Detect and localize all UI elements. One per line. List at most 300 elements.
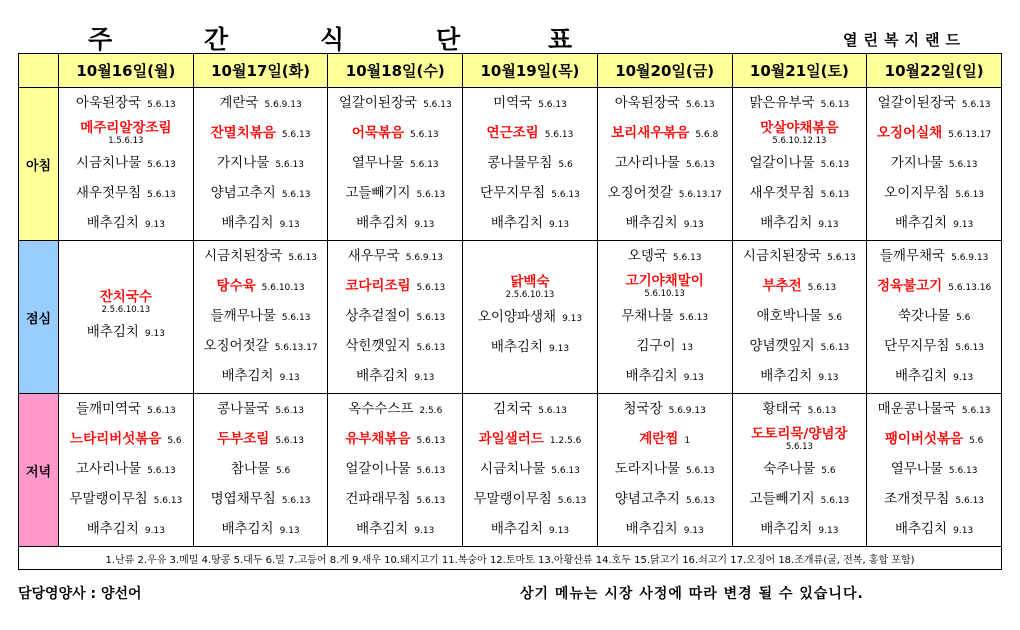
menu-item: [598, 394, 732, 424]
title-char: 주: [88, 25, 113, 54]
dish-name: 오징어젓갈: [607, 185, 673, 201]
menu-item: [733, 454, 867, 484]
allergen-codes: 5.6.13: [416, 313, 446, 323]
dish-name: 배추김치: [760, 215, 813, 231]
dish-name: 정육불고기: [877, 278, 943, 294]
allergen-codes: 9.13: [953, 220, 974, 230]
menu-cell-items: [463, 88, 597, 238]
dish-name: 열무나물: [890, 461, 943, 477]
dish-name: 시금치나물: [480, 461, 546, 477]
menu-cell-items: [598, 88, 732, 238]
dish-name: 맛살야채볶음: [760, 120, 839, 136]
dish-name: 단무지무침: [884, 338, 950, 354]
menu-item: [328, 118, 462, 148]
menu-item: [59, 424, 193, 454]
day-header: 10월20일(금): [597, 54, 732, 88]
menu-item: [463, 118, 597, 148]
dish-name: 어묵볶음: [351, 125, 405, 141]
allergen-codes: 9.13: [144, 526, 165, 536]
menu-item: [598, 208, 732, 238]
menu-item: [598, 424, 732, 454]
allergen-codes: 5.6.13: [147, 466, 176, 476]
allergen-codes: 5.6.13: [410, 160, 439, 170]
allergen-codes: 5.6.13: [685, 466, 715, 476]
allergen-codes: 5.6: [956, 313, 971, 323]
menu-item: [328, 394, 462, 424]
menu-item: [194, 241, 328, 271]
allergen-codes: 5.6.10.13: [644, 289, 685, 299]
dish-name: 들깨무채국: [879, 248, 946, 264]
dish-name: 배추김치: [221, 368, 274, 384]
menu-item: [194, 394, 328, 424]
allergen-codes: 9.13: [818, 373, 839, 383]
dish-name: 배추김치: [490, 521, 544, 537]
menu-item: [328, 514, 462, 544]
allergen-codes: 9.13: [683, 373, 704, 383]
allergen-codes: 9.13: [279, 526, 300, 536]
menu-cell: [463, 88, 598, 241]
day-header: 10월18일(수): [328, 54, 463, 88]
weekly-menu-table: [18, 53, 1002, 570]
allergen-codes: 1: [684, 436, 691, 446]
allergen-codes: 1.5.6.13: [108, 136, 144, 146]
dish-name: 얼갈이나물: [749, 155, 815, 171]
allergen-codes: 5.6.13: [423, 100, 452, 110]
menu-item: [463, 208, 597, 238]
dish-name: 배추김치: [760, 521, 813, 537]
dish-name: 배추김치: [625, 368, 678, 384]
day-header: 10월21일(토): [732, 54, 867, 88]
menu-item: [328, 331, 462, 361]
dish-name: 새우무국: [347, 248, 400, 264]
allergen-codes: 5.6.13: [281, 190, 311, 200]
corner-cell: [19, 54, 59, 88]
menu-item: [328, 241, 462, 271]
menu-cell-items: [867, 88, 1001, 238]
menu-cell: [463, 394, 598, 547]
menu-item: [733, 241, 867, 271]
menu-item: [867, 394, 1001, 424]
menu-item: [733, 208, 867, 238]
menu-item: [328, 208, 462, 238]
allergen-codes: 5.6: [969, 436, 984, 446]
allergen-codes: 5.6.9.13: [405, 253, 443, 263]
allergen-codes: 5.6.9.13: [668, 406, 706, 416]
dish-name: 코다리조림: [345, 278, 411, 294]
dish-name: 단무지무침: [480, 185, 546, 201]
menu-item: [598, 454, 732, 484]
dish-name: 시금치나물: [75, 155, 142, 171]
menu-cell: [59, 88, 194, 241]
title-char: 식: [320, 25, 345, 54]
menu-item: [463, 302, 597, 332]
menu-item: [194, 118, 328, 148]
menu-item: [59, 484, 193, 514]
menu-item: [328, 178, 462, 208]
allergen-codes: 5.6.13: [538, 100, 567, 110]
organization-name: 열린복지랜드: [843, 31, 966, 49]
dish-name: 들깨무나물: [210, 308, 276, 324]
menu-item: [59, 514, 193, 544]
menu-item: [733, 514, 867, 544]
menu-cell: [328, 241, 463, 394]
dish-name: 느타리버섯볶음: [70, 431, 162, 447]
menu-item: [194, 514, 328, 544]
menu-item: [733, 271, 867, 301]
menu-change-notice: 상기 메뉴는 시장 사정에 따라 변경 될 수 있습니다.: [520, 586, 864, 602]
allergen-codes: 5.6.13: [147, 100, 176, 110]
menu-item: [59, 208, 193, 238]
day-header-row: [19, 54, 1002, 88]
allergen-codes: 5.6.13: [416, 496, 446, 506]
menu-cell: [193, 241, 328, 394]
dish-name: 청국장: [623, 401, 663, 417]
allergen-codes: 5.6.13: [416, 283, 446, 293]
dish-name: 시금치된장국: [742, 248, 822, 264]
menu-item: [867, 148, 1001, 178]
dish-name: 배추김치: [221, 521, 274, 537]
dish-name: 오뎅국: [627, 248, 667, 264]
allergen-codes: 5.6.13: [410, 130, 439, 140]
allergen-codes: 5.6.13: [147, 406, 176, 416]
menu-item: [733, 361, 867, 391]
allergen-codes: 9.13: [549, 526, 570, 536]
dish-name: 배추김치: [625, 215, 678, 231]
allergen-codes: 5.6.13: [685, 100, 715, 110]
menu-item: [463, 484, 597, 514]
allergen-codes: 5.6.13: [557, 496, 587, 506]
menu-cell-items: [59, 88, 193, 238]
dish-name: 매운콩나물국: [877, 401, 956, 417]
menu-item: [867, 178, 1001, 208]
dish-name: 보리새우볶음: [611, 125, 690, 141]
menu-item: [328, 454, 462, 484]
dish-name: 무채나물: [621, 308, 674, 324]
menu-cell-items: [194, 88, 328, 238]
menu-item: [194, 331, 328, 361]
dish-name: 시금치된장국: [204, 248, 283, 264]
menu-item: [598, 331, 732, 361]
menu-cell-items: [598, 394, 732, 544]
dish-name: 양념깻잎지: [749, 338, 815, 354]
menu-item: [733, 148, 867, 178]
menu-item: [194, 178, 328, 208]
menu-item: [194, 148, 328, 178]
menu-item: [194, 88, 328, 118]
menu-item: [867, 454, 1001, 484]
allergen-codes: 5.6.13: [820, 100, 850, 110]
menu-item: [598, 178, 732, 208]
menu-item: [194, 424, 328, 454]
allergen-codes: 9.13: [549, 220, 570, 230]
allergen-codes: 5.6.13: [961, 100, 991, 110]
menu-item: [328, 301, 462, 331]
menu-cell: [867, 394, 1002, 547]
allergen-codes: 5.6.13: [961, 406, 991, 416]
allergen-codes: 13: [681, 343, 693, 353]
menu-item: [733, 394, 867, 424]
menu-item: [733, 118, 867, 148]
dish-name: 삭힌깻잎지: [345, 338, 411, 354]
allergen-codes: 5.6.13: [820, 160, 850, 170]
allergen-codes: 5.6.13: [955, 343, 985, 353]
menu-item: [733, 178, 867, 208]
allergen-codes: 5.6.13: [275, 406, 304, 416]
menu-cell-items: [598, 241, 732, 391]
menu-item: [733, 301, 867, 331]
allergen-codes: 5.6.13: [685, 496, 715, 506]
menu-cell-items: [733, 88, 867, 238]
dish-name: 유부채볶음: [345, 431, 411, 447]
allergen-codes: 5.6.13: [820, 190, 850, 200]
menu-cell-items: [194, 394, 328, 544]
meal-row: [19, 241, 1002, 394]
allergen-codes: 9.13: [414, 526, 435, 536]
dish-name: 얼갈이나물: [345, 461, 411, 477]
menu-item: [867, 118, 1001, 148]
menu-item: [59, 178, 193, 208]
dish-name: 연근조림: [486, 125, 539, 141]
menu-item: [867, 241, 1001, 271]
menu-item: [194, 484, 328, 514]
menu-item: [598, 484, 732, 514]
allergen-codes: 9.13: [144, 329, 165, 339]
menu-cell: [597, 394, 732, 547]
menu-cell: [732, 394, 867, 547]
menu-item: [598, 514, 732, 544]
allergen-codes: 5.6: [558, 160, 573, 170]
menu-item: [867, 88, 1001, 118]
menu-cell: [193, 394, 328, 547]
allergen-codes: 5.6.13: [153, 496, 183, 506]
menu-item: [867, 361, 1001, 391]
allergen-codes: 5.6.13: [275, 160, 304, 170]
menu-item: [867, 208, 1001, 238]
menu-item: [463, 394, 597, 424]
dish-name: 상추겉절이: [345, 308, 411, 324]
dish-name: 배추김치: [895, 368, 948, 384]
dish-name: 건파래무침: [345, 491, 411, 507]
menu-cell-items: [733, 394, 867, 544]
allergen-codes: 9.13: [953, 526, 974, 536]
meal-label: 점심: [19, 241, 59, 394]
dish-name: 배추김치: [86, 215, 139, 231]
dish-name: 잔치국수: [99, 289, 152, 305]
allergen-codes: 5.6.13: [807, 406, 837, 416]
menu-item: [194, 208, 328, 238]
dish-name: 오이지무침: [884, 185, 950, 201]
allergen-codes: 5.6.13: [281, 130, 311, 140]
allergen-codes: 5.6.13: [551, 466, 580, 476]
menu-item: [733, 88, 867, 118]
menu-item: [598, 148, 732, 178]
menu-cell: [867, 241, 1002, 394]
allergen-codes: 5.6.9.13: [264, 100, 302, 110]
dish-name: 숙주나물: [763, 461, 816, 477]
allergen-codes: 5.6.13: [685, 160, 715, 170]
dish-name: 고들빼기지: [749, 491, 815, 507]
allergen-codes: 5.6.13: [416, 343, 446, 353]
allergen-codes: 5.6.8: [695, 130, 719, 140]
allergen-codes: 5.6.13: [679, 313, 709, 323]
allergen-codes: 5.6.13: [288, 253, 317, 263]
menu-cell-items: [463, 394, 597, 544]
menu-item: [867, 331, 1001, 361]
day-header: 10월19일(목): [463, 54, 598, 88]
menu-item: [867, 514, 1001, 544]
dish-name: 양념고추지: [210, 185, 276, 201]
dish-name: 고기야채말이: [625, 273, 704, 289]
allergen-codes: 5.6: [827, 313, 843, 323]
menu-cell: [59, 241, 194, 394]
dish-name: 배추김치: [895, 215, 948, 231]
title-char: 간: [204, 25, 229, 54]
allergen-legend: 1.난류 2.우유 3.메밀 4.땅콩 5.대두 6.밀 7.고등어 8.게 9.새우 10.돼지고기 11.복숭아 12.토마토 13.아황산류 14.호두 15.닭고기 16.쇠고기 17.오징어 18.조개류(굴, 전복, 홍합 포함): [19, 547, 1002, 570]
allergen-codes: 5.6.13: [275, 436, 304, 446]
dish-name: 무말랭이무침: [69, 491, 148, 507]
allergen-codes: 5.6.13: [416, 466, 446, 476]
allergen-codes: 2.5.6.10.13: [101, 305, 151, 315]
allergen-codes: 5.6.13: [785, 442, 813, 452]
allergen-codes: 9.13: [683, 220, 704, 230]
menu-item: [59, 118, 193, 148]
menu-cell-items: [463, 241, 597, 393]
allergen-codes: 9.13: [414, 220, 435, 230]
menu-cell-items: [328, 241, 462, 391]
dish-name: 새우젓무침: [75, 185, 142, 201]
allergen-codes: 5.6.13: [827, 253, 856, 263]
allergen-codes: 5.6.13.16: [948, 283, 992, 293]
menu-cell: [59, 394, 194, 547]
menu-item: [598, 118, 732, 148]
menu-item: [598, 301, 732, 331]
menu-cell: [463, 241, 598, 394]
dish-name: 잔멸치볶음: [210, 125, 276, 141]
dish-name: 계란찜: [639, 431, 679, 447]
dish-name: 쑥갓나물: [897, 308, 951, 324]
allergen-codes: 9.13: [562, 314, 583, 324]
dish-name: 고사리나물: [614, 155, 680, 171]
dish-name: 배추김치: [760, 368, 813, 384]
dish-name: 가지나물: [217, 155, 270, 171]
menu-item: [59, 287, 193, 317]
dish-name: 배추김치: [86, 521, 139, 537]
dish-name: 배추김치: [356, 521, 409, 537]
allergen-codes: 2.5.6.10.13: [505, 290, 555, 300]
menu-item: [867, 301, 1001, 331]
dish-name: 배추김치: [356, 368, 409, 384]
menu-item: [59, 148, 193, 178]
allergen-codes: 5.6.13: [820, 343, 850, 353]
dish-name: 고들빼기지: [345, 185, 411, 201]
menu-item: [463, 148, 597, 178]
dish-name: 배추김치: [625, 521, 678, 537]
menu-cell: [867, 88, 1002, 241]
dish-name: 오징어젓갈: [203, 338, 269, 354]
allergen-codes: 5.6: [821, 466, 836, 476]
dish-name: 부추전: [762, 278, 802, 294]
menu-cell: [597, 241, 732, 394]
menu-cell-items: [328, 88, 462, 238]
dish-name: 도라지나물: [614, 461, 680, 477]
menu-item: [867, 271, 1001, 301]
menu-cell: [732, 241, 867, 394]
menu-item: [59, 317, 193, 347]
allergen-codes: 5.6.13: [807, 283, 837, 293]
menu-item: [59, 454, 193, 484]
allergen-codes: 5.6.13: [147, 190, 176, 200]
allergen-codes: 9.13: [144, 220, 165, 230]
allergen-codes: 9.13: [818, 526, 839, 536]
menu-item: [328, 88, 462, 118]
dish-name: 도토리묵/양념장: [751, 426, 848, 442]
dish-name: 양념고추지: [614, 491, 680, 507]
menu-item: [194, 361, 328, 391]
allergen-codes: 5.6.13: [955, 190, 985, 200]
allergen-codes: 5.6.13: [281, 313, 311, 323]
menu-cell: [328, 394, 463, 547]
allergen-codes: 9.13: [953, 373, 974, 383]
dish-name: 참나물: [230, 461, 270, 477]
dish-name: 조개젓무침: [884, 491, 950, 507]
meal-row: [19, 88, 1002, 241]
menu-item: [733, 424, 867, 454]
menu-item: [463, 454, 597, 484]
title-row: [0, 0, 1020, 52]
menu-cell-items: [867, 394, 1001, 544]
dish-name: 얼갈이된장국: [877, 95, 956, 111]
allergen-codes: 5.6.13: [948, 160, 978, 170]
dish-name: 두부조림: [217, 431, 270, 447]
menu-item: [598, 361, 732, 391]
dish-name: 새우젓무침: [749, 185, 815, 201]
allergen-codes: 5.6.13: [820, 496, 850, 506]
menu-item: [59, 88, 193, 118]
dish-name: 고사리나물: [75, 461, 142, 477]
dish-name: 황태국: [762, 401, 802, 417]
dish-name: 배추김치: [490, 215, 544, 231]
menu-item: [328, 484, 462, 514]
dish-name: 계란국: [219, 95, 259, 111]
menu-item: [463, 88, 597, 118]
allergen-codes: 5.6.13.17: [678, 190, 722, 200]
dish-name: 콩나물국: [217, 401, 270, 417]
menu-cell-items: [194, 241, 328, 391]
menu-item: [328, 424, 462, 454]
dish-name: 명엽채무침: [210, 491, 276, 507]
menu-item: [463, 178, 597, 208]
allergen-codes: 5.6: [275, 466, 291, 476]
menu-item: [194, 301, 328, 331]
menu-item: [328, 148, 462, 178]
dietitian-name: 담당영양사 : 양선어: [18, 586, 142, 602]
menu-cell: [732, 88, 867, 241]
dish-name: 들깨미역국: [75, 401, 142, 417]
allergen-codes: 9.13: [414, 373, 435, 383]
dish-name: 맑은유부국: [749, 95, 815, 111]
menu-item: [867, 484, 1001, 514]
dish-name: 김구이: [636, 338, 676, 354]
dish-name: 과일샐러드: [478, 431, 544, 447]
allergen-codes: 5.6.13: [672, 253, 702, 263]
menu-item: [59, 394, 193, 424]
menu-cell-items: [867, 241, 1001, 391]
allergen-codes: 5.6.13: [544, 130, 574, 140]
allergen-codes: 9.13: [549, 344, 570, 354]
allergen-codes: 5.6: [167, 436, 182, 446]
allergen-codes: 5.6.13: [147, 160, 176, 170]
dish-name: 애호박나물: [756, 308, 822, 324]
